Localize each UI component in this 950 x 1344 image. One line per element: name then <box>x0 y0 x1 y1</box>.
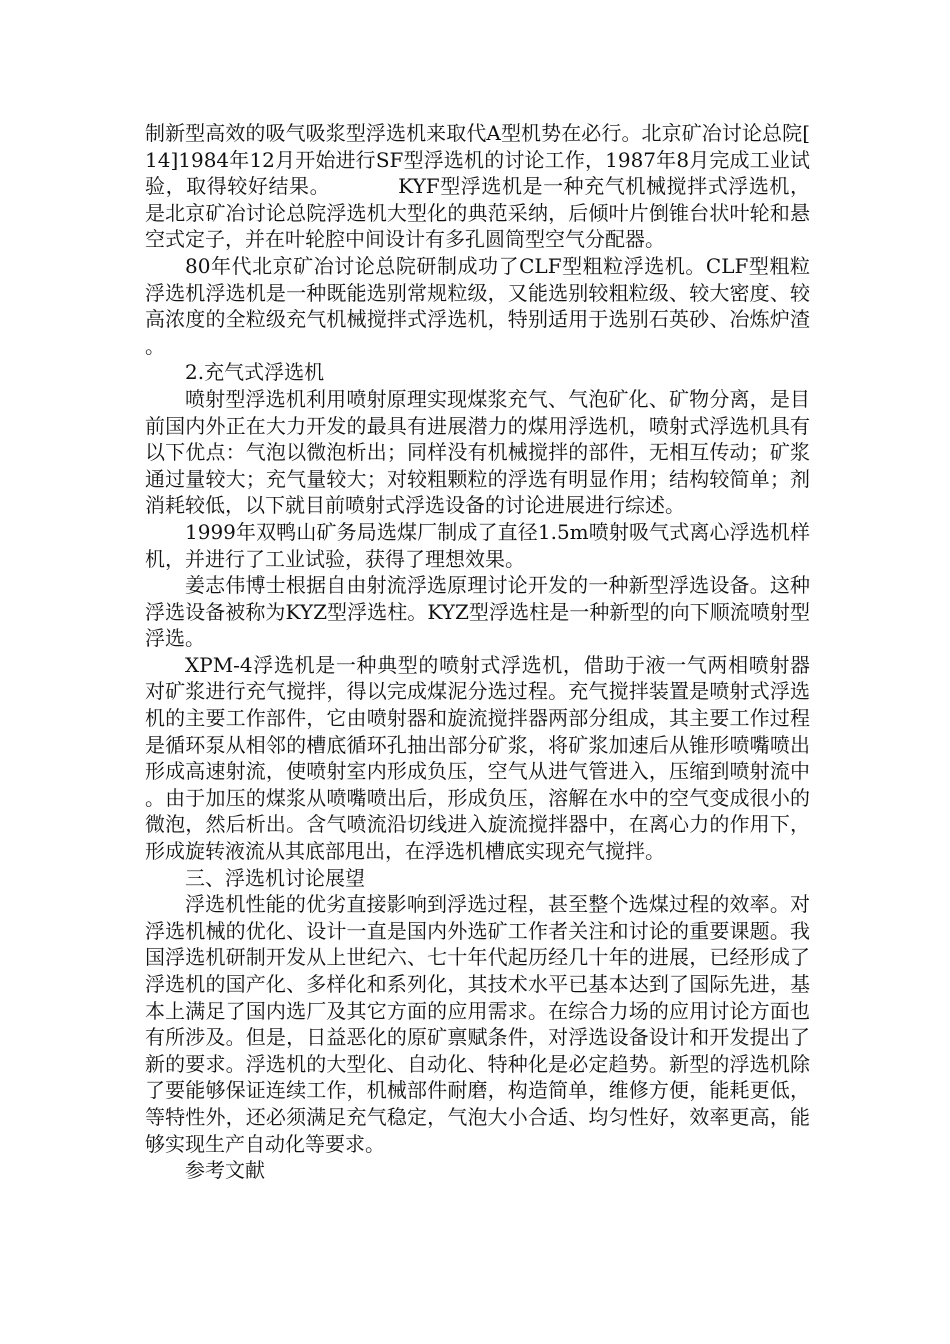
section-heading-outlook: 三、浮选机讨论展望 <box>185 865 365 890</box>
paragraph-kyf-text: KYF型浮选机是一种充气机械搅拌式浮选机，是北京矿冶讨论总院浮选机大型化的典范采纳，后倾叶片倒锥台状叶轮和悬空式定子，并在叶轮腔中间设计有多孔圆筒型空气分配器。 <box>145 174 810 252</box>
paragraph-clf: 80年代北京矿冶讨论总院研制成功了CLF型粗粒浮选机。CLF型粗粒浮选机浮选机是一种既能选别常规粒级，又能选别较粗粒级、较大密度、较高浓度的全粒级充气机械搅拌式浮选机，特别适用于选别石英砂、冶炼炉渣。 <box>145 253 810 358</box>
document-body <box>145 120 810 1184</box>
paragraph-jet-flotation: 喷射型浮选机利用喷射原理实现煤浆充气、气泡矿化、矿物分离，是目前国内外正在大力开发的最具有进展潜力的煤用浮选机，喷射式浮选机具有以下优点：气泡以微泡析出；同样没有机械搅拌的部件，无相互传动；矿浆通过量较大；充气量较大；对较粗颗粒的浮选有明显作用；结构较简单；剂消耗较低，以下就目前喷射式浮选设备的讨论进展进行综述。 <box>145 386 810 518</box>
section-heading-aerated-flotation: 2.充气式浮选机 <box>185 360 325 385</box>
paragraph-kyz-column: 姜志伟博士根据自由射流浮选原理讨论开发的一种新型浮选设备。这种浮选设备被称为KYZ型浮选柱。KYZ型浮选柱是一种新型的向下顺流喷射型浮选。 <box>145 573 810 651</box>
paragraph-sf-kyf <box>145 120 810 253</box>
paragraph-shuangyashan: 1999年双鸭山矿务局选煤厂制成了直径1.5m喷射吸气式离心浮选机样机，并进行了工业试验，获得了理想效果。 <box>145 519 810 571</box>
paragraph-sf-text: 制新型高效的吸气吸浆型浮选机来取代A型机势在必行。北京矿冶讨论总院[14]1984年12月开始进行SF型浮选机的讨论工作，1987年8月完成工业试验，取得较好结果。 <box>145 121 810 199</box>
paragraph-outlook: 浮选机性能的优劣直接影响到浮选过程，甚至整个选煤过程的效率。对浮选机械的优化、设计一直是国内外选矿工作者关注和讨论的重要课题。我国浮选机研制开发从上世纪六、七十年代起历经几十年的进展，已经形成了浮选机的国产化、多样化和系列化，其技术水平已基本达到了国际先进，基本上满足了国内选厂及其它方面的应用需求。在综合力场的应用讨论方面也有所涉及。但是，日益恶化的原矿禀赋条件，对浮选设备设计和开发提出了新的要求。浮选机的大型化、自动化、特种化是必定趋势。新型的浮选机除了要能够保证连续工作，机械部件耐磨，构造简单，维修方便，能耗更低，等特性外，还必须满足充气稳定，气泡大小合适、均匀性好，效率更高，能够实现生产自动化等要求。 <box>145 892 810 1156</box>
references-heading: 参考文献 <box>185 1158 265 1183</box>
paragraph-xpm4: XPM-4浮选机是一种典型的喷射式浮选机，借助于液一气两相喷射器对矿浆进行充气搅拌，得以完成煤泥分选过程。充气搅拌装置是喷射式浮选机的主要工作部件，它由喷射器和旋流搅拌器两部分组成，其主要工作过程是循环泵从相邻的槽底循环孔抽出部分矿浆，将矿浆加速后从锥形喷嘴喷出形成高速射流，使喷射室内形成负压，空气从进气管进入，压缩到喷射流中。由于加压的煤浆从喷嘴喷出后，形成负压，溶解在水中的空气变成很小的微泡，然后析出。含气喷流沿切线进入旋流搅拌器中，在离心力的作用下，形成旋转液流从其底部甩出，在浮选机槽底实现充气搅拌。 <box>145 652 810 864</box>
